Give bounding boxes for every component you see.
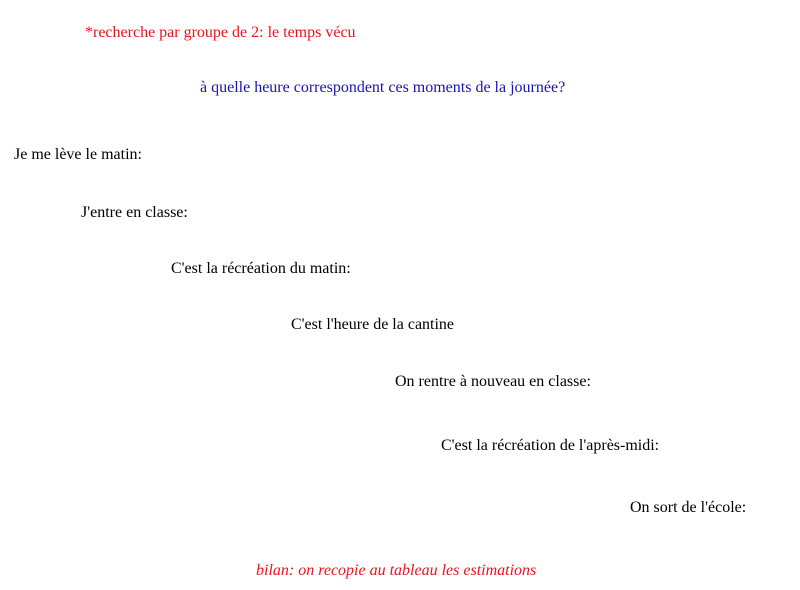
bilan-note: bilan: on recopie au tableau les estimations [256, 562, 537, 579]
page-title: *recherche par groupe de 2: le temps vécu [85, 24, 356, 41]
moment-wake-up: Je me lève le matin: [14, 146, 142, 163]
moment-morning-recess: C'est la récréation du matin: [171, 260, 351, 277]
moment-canteen: C'est l'heure de la cantine [291, 316, 455, 333]
moment-leave-school: On sort de l'école: [630, 499, 747, 516]
moment-enter-class: J'entre en classe: [81, 204, 188, 221]
moment-afternoon-recess: C'est la récréation de l'après-midi: [441, 437, 660, 454]
moment-return-class: On rentre à nouveau en classe: [395, 373, 591, 390]
question-heading: à quelle heure correspondent ces moments de la journée? [200, 79, 566, 96]
